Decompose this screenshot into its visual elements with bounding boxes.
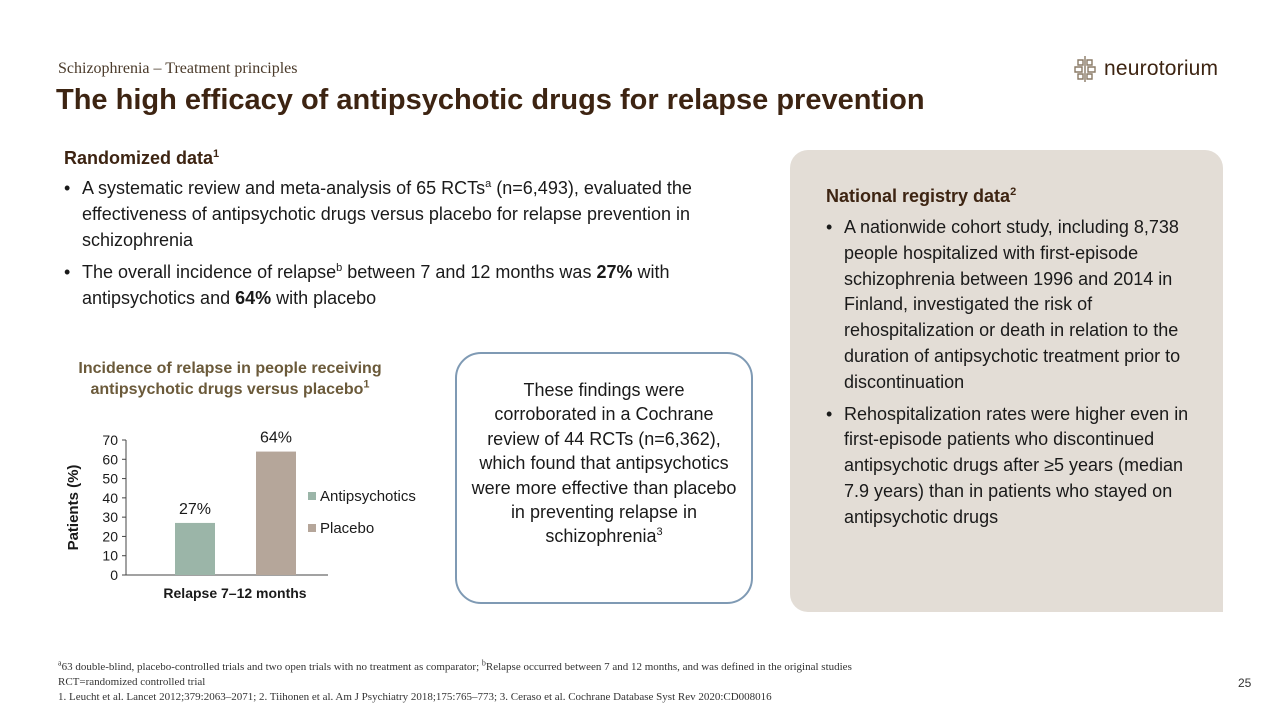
randomized-bullet-2: • The overall incidence of relapse$^b$ between 7 and 12 months was 27% with antipsychotics and 64% with placebo — [64, 259, 754, 311]
y-tick-label: 40 — [102, 489, 118, 506]
y-tick-label: 60 — [102, 451, 118, 468]
y-tick-label: 30 — [102, 509, 118, 526]
section-subtitle: Schizophrenia – Treatment principles — [58, 60, 298, 77]
registry-bullet-1: • A nationwide cohort study, including 8,738 people hospitalized with first-episode schizophrenia between 1996 and 2014 in Finland, investigated the risk of rehospitalization or death in relation to the duration of antipsychotic treatment prior to discontinuation — [826, 215, 1196, 396]
footnote-references: 1. Leucht et al. Lancet 2012;379:2063–2071; 2. Tiihonen et al. Am J Psychiatry 2018;175:765–773; 3. Ceraso et al. Cochrane Database Syst Rev 2020:CD008016 — [58, 691, 772, 703]
footnote-line-2: RCT=randomized controlled trial — [58, 676, 206, 688]
data-label-placebo: 64% — [259, 429, 293, 447]
bar-placebo — [256, 452, 296, 575]
registry-bullet-2: • Rehospitalization rates were higher even in first-episode patients who discontinued antipsychotic drugs after ≥5 years (median 7.9 years) than in patients who stayed on antipsychotic drugs — [826, 402, 1196, 531]
bar-antipsychotics — [175, 523, 215, 575]
y-axis-label: Patients (%) — [65, 464, 82, 551]
page-number: 25 — [1238, 676, 1252, 690]
legend-label-antipsychotics: Antipsychotics — [320, 488, 416, 505]
y-tick-label: 0 — [110, 567, 118, 583]
cochrane-callout-text: These findings were corroborated in a Cochrane review of 44 RCTs (n=6,362), which found that antipsychotics were more effective than placebo in preventing relapse in schizophrenia$^3$ — [471, 380, 737, 547]
footnotes — [58, 660, 1158, 705]
registry-data-heading: National registry data$^2$ — [826, 186, 1017, 206]
legend-swatch-antipsychotics — [308, 492, 316, 500]
data-label-antipsychotics: 27% — [178, 500, 212, 518]
category-label: Relapse 7–12 months — [163, 585, 307, 601]
logo-text: neurotorium — [1104, 57, 1219, 80]
relapse-bar-chart — [50, 420, 450, 610]
footnote-line-1: $^a$63 double-blind, placebo-controlled trials and two open trials with no treatment as comparator; $^b$Relapse occurred between 7 and 12 months, and was defined in the original studies — [58, 658, 852, 673]
randomized-data-heading: Randomized data$^1$ — [64, 148, 220, 168]
page-title: The high efficacy of antipsychotic drugs for relapse prevention — [56, 84, 925, 116]
legend-swatch-placebo — [308, 524, 316, 532]
y-tick-label: 10 — [102, 547, 118, 564]
chart-title: Incidence of relapse in people receiving antipsychotic drugs versus placebo$^1$ — [78, 360, 382, 398]
y-tick-label: 20 — [102, 528, 118, 545]
legend-label-placebo: Placebo — [320, 520, 375, 537]
randomized-bullet-1: • A systematic review and meta-analysis of 65 RCTs$^a$ (n=6,493), evaluated the effectiveness of antipsychotic drugs versus placebo for relapse prevention in schizophrenia — [64, 175, 754, 253]
y-tick-label: 70 — [102, 432, 118, 448]
logo — [1072, 54, 1218, 84]
y-tick-label: 50 — [102, 470, 118, 487]
neurotorium-logo-icon — [1072, 54, 1098, 84]
randomized-data-section — [64, 148, 754, 317]
registry-data-section — [826, 186, 1196, 537]
